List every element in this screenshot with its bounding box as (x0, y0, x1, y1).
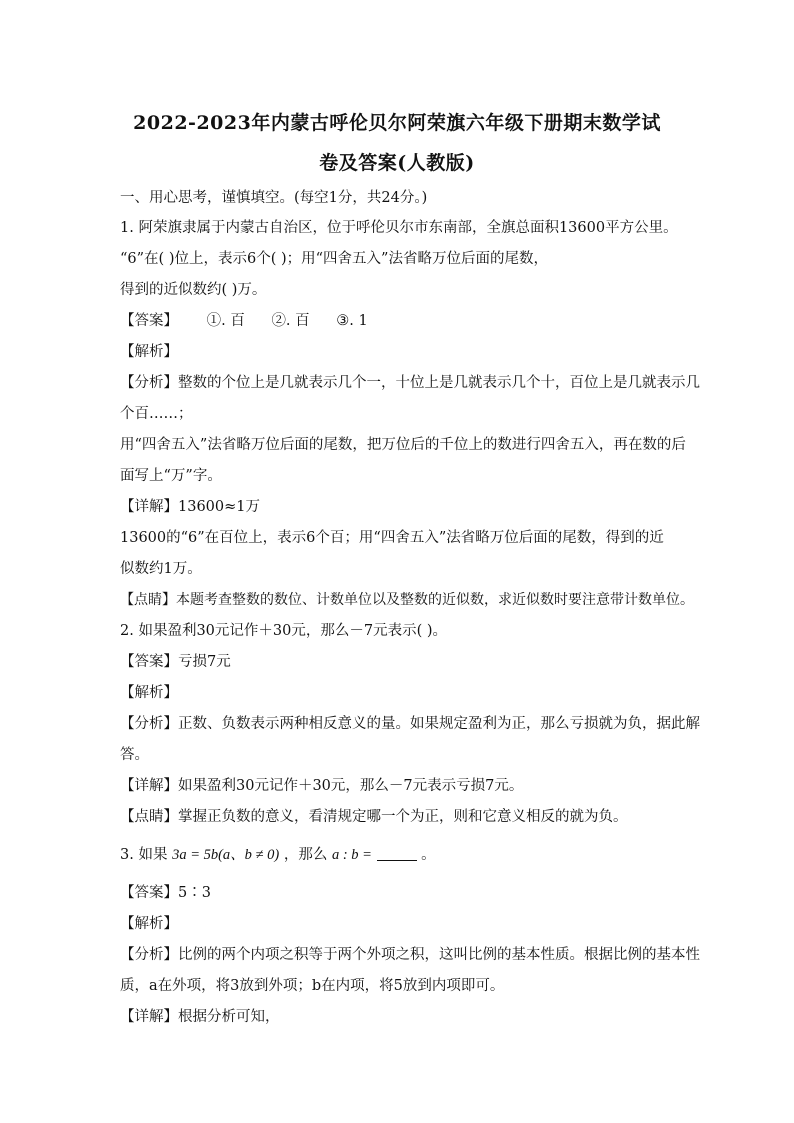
q2-xiangjie: 【详解】如果盈利30元记作＋30元，那么－7元表示亏损7元。 (120, 778, 524, 794)
q2-dianjing: 【点睛】掌握正负数的意义，看清规定哪一个为正，则和它意义相反的就为负。 (120, 809, 628, 825)
q1-fenxi-line3: 用“四舍五入”法省略万位后面的尾数，把万位后的千位上的数进行四舍五入，再在数的后 (120, 437, 686, 453)
q1-fenxi-line1: 【分析】整数的个位上是几就表示几个一，十位上是几就表示几个十，百位上是几就表示几 (120, 375, 700, 391)
q2-answer: 【答案】亏损7元 (120, 654, 231, 670)
q1-fenxi-line2: 个百……； (120, 406, 193, 422)
q1-dianjing: 【点睛】本题考查整数的数位、计数单位以及整数的近似数，求近似数时要注意带计数单位。 (120, 592, 694, 608)
q3-equation: 3a = 5b(a、b ≠ 0) (172, 847, 280, 863)
q3-fenxi-line1: 【分析】比例的两个内项之积等于两个外项之积，这叫比例的基本性质。根据比例的基本性 (120, 947, 700, 963)
q1-fenxi-line4: 面写上“万”字。 (120, 468, 222, 484)
q3-answer: 【答案】5∶3 (120, 885, 211, 901)
q1-analysis-tag: 【解析】 (120, 344, 178, 360)
q2-analysis-tag: 【解析】 (120, 685, 178, 701)
q3-stem-prefix: 3. 如果 (120, 847, 168, 863)
q1-answer-3: ③. 1 (336, 313, 368, 329)
q3-fenxi-line2: 质，a在外项，将3放到外项；b在内项，将5放到内项即可。 (120, 978, 505, 994)
section-heading: 一、用心思考，谨慎填空。(每空1分，共24分。) (120, 190, 428, 206)
q3-answer-blank (377, 846, 417, 861)
q2-fenxi-line2: 答。 (120, 747, 149, 763)
q1-stem-line1: 1. 阿荣旗隶属于内蒙古自治区，位于呼伦贝尔市东南部，全旗总面积13600平方公里。 (120, 220, 678, 236)
q2-stem: 2. 如果盈利30元记作＋30元，那么－7元表示( )。 (120, 623, 447, 639)
q3-ratio: a : b = (331, 847, 372, 863)
q1-answer-1: ①. 百 (206, 313, 245, 329)
q1-answer-2: ②. 百 (271, 313, 310, 329)
q2-fenxi-line1: 【分析】正数、负数表示两种相反意义的量。如果规定盈利为正，那么亏损就为负，据此解 (120, 716, 700, 732)
q3-stem (120, 845, 436, 865)
q1-answer (120, 311, 390, 331)
q1-xiangjie-line3: 似数约1万。 (120, 561, 202, 577)
q3-stem-mid: ，那么 (283, 847, 328, 863)
q1-stem-line3: 得到的近似数约( )万。 (120, 282, 267, 298)
q1-stem-line2: “6”在( )位上，表示6个( )；用“四舍五入”法省略万位后面的尾数， (120, 251, 548, 267)
answer-tag: 【答案】 (120, 313, 178, 329)
q3-analysis-tag: 【解析】 (120, 916, 178, 932)
q1-xiangjie-line2: 13600的“6”在百位上，表示6个百；用“四舍五入”法省略万位后面的尾数，得到的近 (120, 530, 664, 546)
q1-xiangjie-line1: 【详解】13600≈1万 (120, 499, 261, 515)
document-title-line1: 2022-2023年内蒙古呼伦贝尔阿荣旗六年级下册期末数学试 (133, 112, 661, 134)
q3-xiangjie: 【详解】根据分析可知， (120, 1009, 280, 1025)
document-title-line2: 卷及答案(人教版) (319, 152, 475, 174)
q3-stem-suffix: 。 (421, 847, 436, 863)
